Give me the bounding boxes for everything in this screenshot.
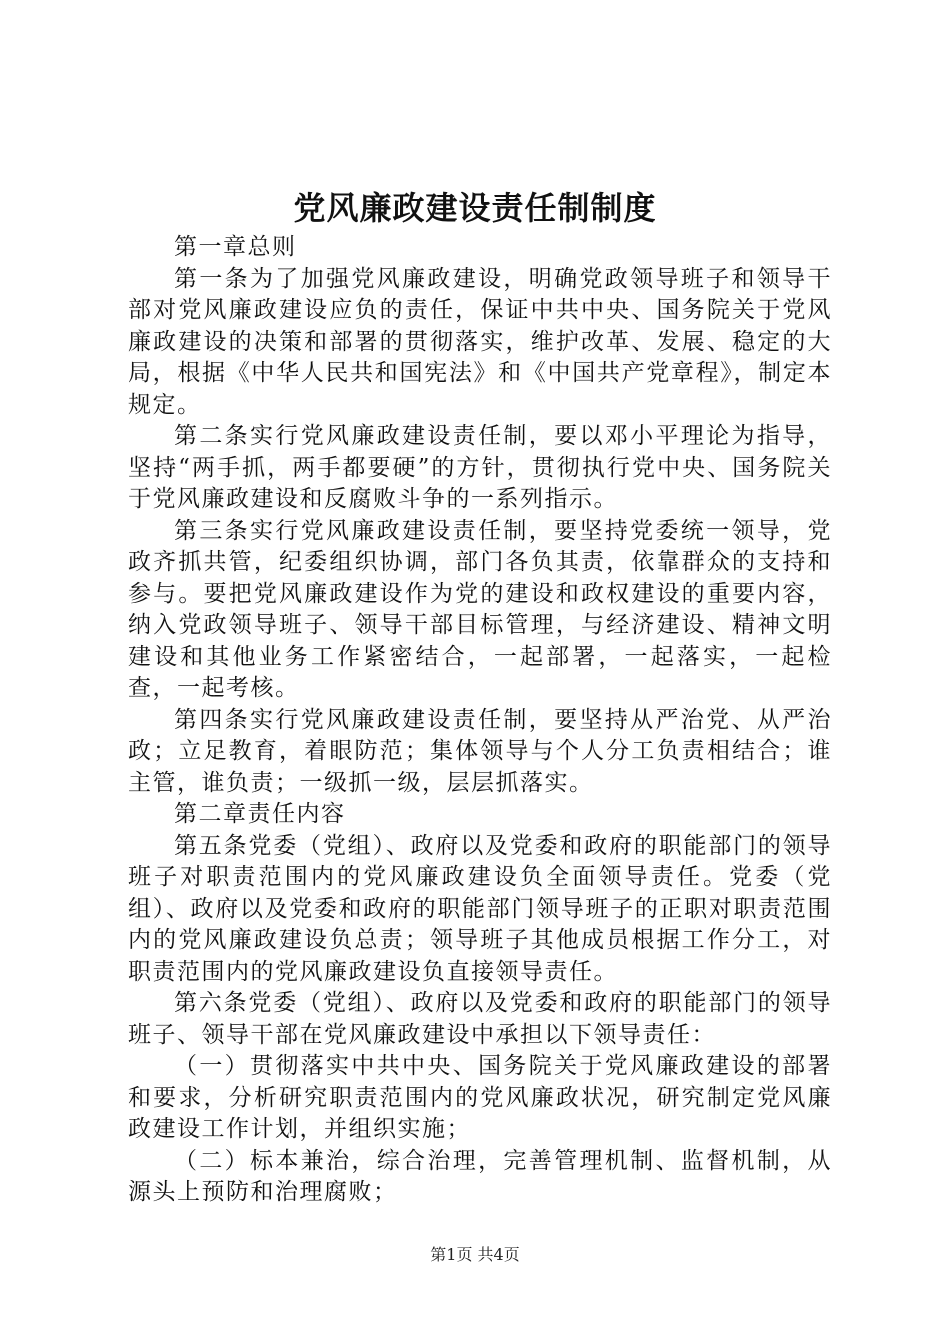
article-paragraph: 第二条实行党风廉政建设责任制，要以邓小平理论为指导，坚持“两手抓，两手都要硬”的方针，贯彻执行党中央、国务院关于党风廉政建设和反腐败斗争的一系列指示。 xyxy=(128,423,832,512)
list-item-paragraph: （二）标本兼治，综合治理，完善管理机制、监督机制，从源头上预防和治理腐败； xyxy=(128,1147,832,1205)
chapter-heading: 第二章责任内容 xyxy=(174,801,346,827)
document-title: 党风廉政建设责任制制度 xyxy=(293,189,657,227)
article-paragraph: 第三条实行党风廉政建设责任制，要坚持党委统一领导，党政齐抓共管，纪委组织协调，部门各负其责，依靠群众的支持和参与。要把党风廉政建设作为党的建设和政权建设的重要内容，纳入党政领导班子、领导干部目标管理，与经济建设、精神文明建设和其他业务工作紧密结合，一起部署，一起落实，一起检查，一起考核。 xyxy=(128,517,832,701)
article-paragraph: 第五条党委（党组）、政府以及党委和政府的职能部门的领导班子对职责范围内的党风廉政建设负全面领导责任。党委（党组）、政府以及党委和政府的职能部门领导班子的正职对职责范围内的党风廉政建设负总责；领导班子其他成员根据工作分工，对职责范围内的党风廉政建设负直接领导责任。 xyxy=(128,832,832,985)
article-paragraph: 第一条为了加强党风廉政建设，明确党政领导班子和领导干部对党风廉政建设应负的责任，保证中共中央、国务院关于党风廉政建设的决策和部署的贯彻落实，维护改革、发展、稳定的大局，根据《中华人民共和国宪法》和《中国共产党章程》，制定本规定。 xyxy=(128,265,832,418)
page-footer: 第1页 共4页 xyxy=(430,1245,520,1264)
article-paragraph: 第六条党委（党组）、政府以及党委和政府的职能部门的领导班子、领导干部在党风廉政建设中承担以下领导责任： xyxy=(128,990,832,1048)
chapter-heading: 第一章总则 xyxy=(174,234,297,260)
list-item-paragraph: （一）贯彻落实中共中央、国务院关于党风廉政建设的部署和要求，分析研究职责范围内的党风廉政状况，研究制定党风廉政建设工作计划，并组织实施； xyxy=(128,1053,832,1142)
article-paragraph: 第四条实行党风廉政建设责任制，要坚持从严治党、从严治政；立足教育，着眼防范；集体领导与个人分工负责相结合；谁主管，谁负责；一级抓一级，层层抓落实。 xyxy=(128,706,832,796)
document-body xyxy=(128,232,832,1209)
